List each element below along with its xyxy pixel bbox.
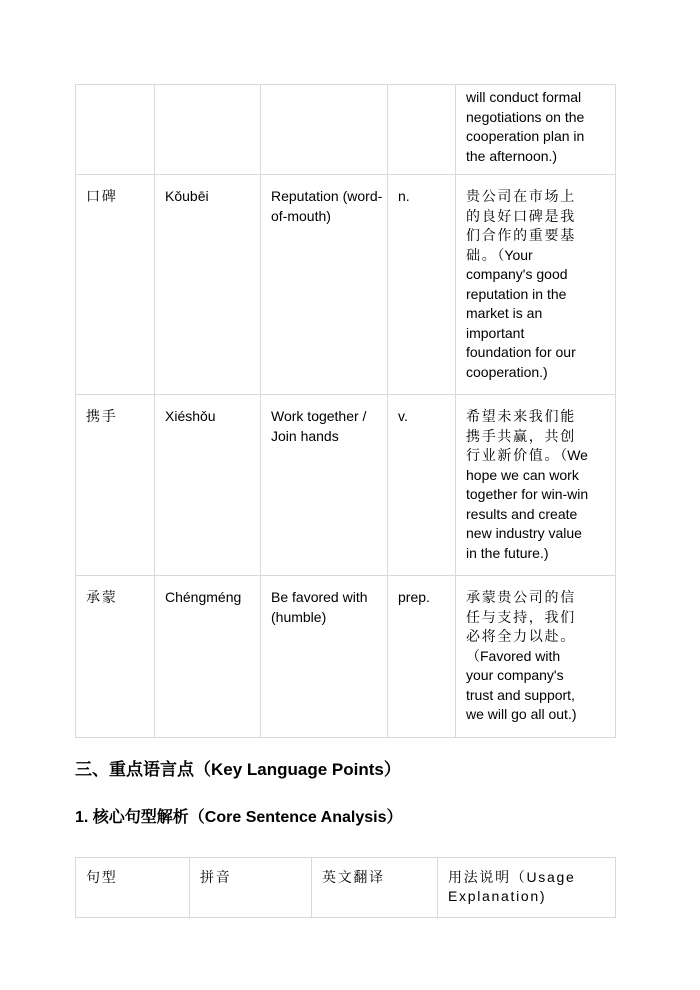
vocab-term-cell: 携手 [76, 395, 155, 576]
vocab-row-continuation [76, 85, 616, 175]
header-cell-usage-explanation: 用法说明（Usage Explanation) [438, 857, 616, 917]
example-chinese: 贵公司在市场上的良好口碑是我们合作的重要基础。 [466, 188, 576, 263]
vocab-example-cell [456, 395, 616, 576]
example-english: （Your company's good reputation in the market is an important foundation for our cooperation.) [466, 246, 576, 380]
vocab-pos-cell: v. [388, 395, 456, 576]
vocab-pos-cell [388, 85, 456, 175]
example-english: （We hope we can work together for win-win results and create new industry value in the future.) [466, 447, 589, 561]
vocab-pinyin-cell [155, 85, 261, 175]
header-cell-pinyin: 拼音 [190, 857, 312, 917]
vocab-term-cell: 承蒙 [76, 576, 155, 738]
vocabulary-table [75, 84, 616, 738]
sentence-table-header-row [76, 857, 616, 917]
vocab-row-chengmeng [76, 576, 616, 738]
vocab-row-koubei [76, 175, 616, 395]
vocab-pinyin-cell: Kǒubēi [155, 175, 261, 395]
header-cell-sentence-pattern: 句型 [76, 857, 190, 917]
vocab-english-cell: Work together / Join hands [261, 395, 388, 576]
vocab-pos-cell: n. [388, 175, 456, 395]
example-chinese: 希望未来我们能携手共赢，共创行业新价值。 [466, 408, 576, 463]
vocab-english-cell: Reputation (word-of-mouth) [261, 175, 388, 395]
example-chinese: 承蒙贵公司的信任与支持，我们必将全力以赴。 [466, 589, 576, 644]
vocab-example-cell [456, 85, 616, 175]
vocab-english-cell [261, 85, 388, 175]
vocab-pos-cell: prep. [388, 576, 456, 738]
header-cell-english-translation: 英文翻译 [312, 857, 438, 917]
vocab-example-cell [456, 175, 616, 395]
vocab-term-cell: 口碑 [76, 175, 155, 395]
section-heading-key-language-points: 三、重点语言点（Key Language Points） [75, 759, 401, 779]
example-english: （Favored with your company's trust and support, we will go all out.) [466, 647, 577, 722]
vocab-example-cell [456, 576, 616, 738]
vocab-pinyin-cell: Xiéshǒu [155, 395, 261, 576]
vocab-row-xieshou [76, 395, 616, 576]
subsection-heading-core-sentence-analysis: 1. 核心句型解析（Core Sentence Analysis） [75, 808, 403, 826]
example-english-tail: will conduct formal negotiations on the cooperation plan in the afternoon.) [466, 89, 585, 164]
vocab-term-cell [76, 85, 155, 175]
vocab-english-cell: Be favored with (humble) [261, 576, 388, 738]
sentence-pattern-table [75, 857, 616, 918]
vocab-pinyin-cell: Chéngméng [155, 576, 261, 738]
